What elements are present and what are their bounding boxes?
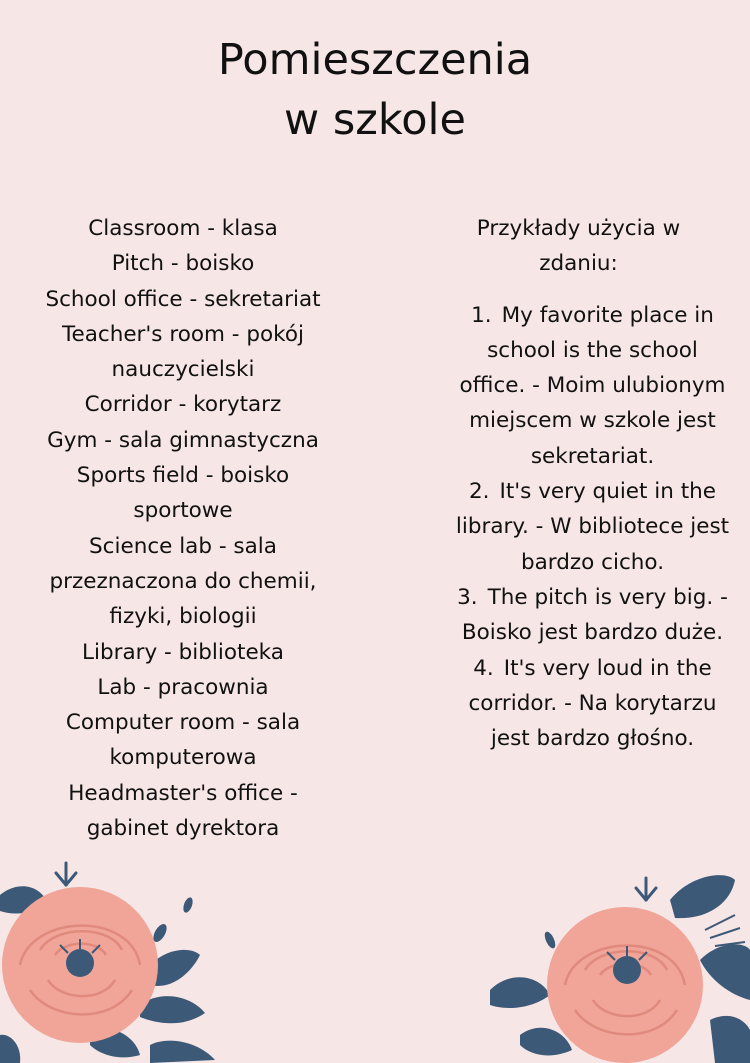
example-item [455,651,730,757]
title-line-2: w szkole [284,95,466,145]
vocab-item: Sports field - boisko sportowe [76,463,290,524]
flower-decoration-right [490,870,750,1063]
example-item [455,580,730,651]
page-title [0,30,750,150]
vocab-item: Lab - pracownia [97,674,269,700]
vocab-item: Computer room - sala komputerowa [65,710,301,771]
vocab-item: Science lab - sala przeznaczona do chemii, fizyki, biologii [49,533,317,630]
example-text: The pitch is very big. - Boisko jest bardzo duże. [461,584,728,646]
vocab-item: Classroom - klasa [88,216,278,241]
vocab-item: Gym - sala gimnastyczna [47,427,319,453]
example-text: It's very quiet in the library. - W bibliotece jest bardzo cicho. [455,479,730,575]
title-line-1: Pomieszczenia [217,35,533,85]
examples-list [455,298,730,757]
example-number: 1. [471,302,492,328]
examples-heading: Przykłady użycia w zdaniu: [476,216,681,277]
example-item [455,298,730,474]
vocab-item: School office - sekretariat [45,286,321,312]
vocab-item: Pitch - boisko [111,251,255,277]
vocab-item: Teacher's room - pokój nauczycielski [61,321,304,383]
example-item [455,474,730,580]
example-number: 4. [473,655,494,681]
example-text: My favorite place in school is the school office. - Moim ulubionym miejscem w szkole jest sekretariat. [459,302,726,469]
vocab-item: Corridor - korytarz [84,392,282,418]
vocab-item: Library - biblioteka [82,639,284,665]
examples-section [455,211,730,756]
vocab-item: Headmaster's office - gabinet dyrektora [68,780,298,842]
vocabulary-list [28,211,338,846]
example-text: It's very loud in the corridor. - Na korytarzu jest bardzo głośno. [468,655,717,752]
flower-decoration-left [0,855,230,1063]
example-number: 3. [457,584,478,610]
example-number: 2. [468,479,490,505]
